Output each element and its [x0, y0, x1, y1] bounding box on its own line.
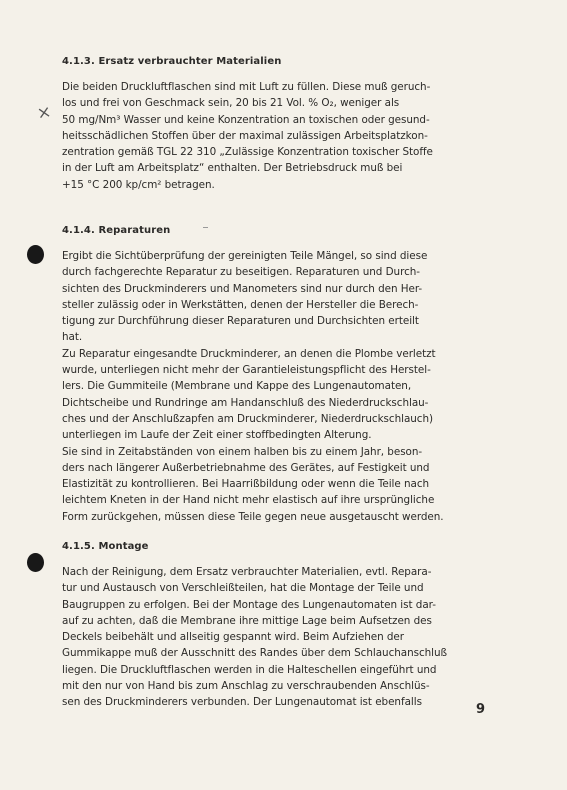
text-line: ches und der Anschlußzapfen am Druckminderer, Niederdruckschlauch) [62, 412, 434, 425]
text-line: mit den nur von Hand bis zum Anschlag zu verschraubenden Anschlüs- [62, 680, 430, 693]
section-heading: 4.1.3. Ersatz verbrauchter Materialien [62, 56, 282, 67]
text-line: leichtem Kneten in der Hand nicht mehr elastisch auf ihre ursprüngliche [62, 494, 435, 507]
text-line: ders nach längerer Außerbetriebnahme des Gerätes, auf Festigkeit und [62, 461, 430, 474]
text-line: wurde, unterliegen nicht mehr der Garantieleistungspflicht des Herstel- [62, 364, 431, 377]
text-line: Form zurückgehen, müssen diese Teile gegen neue ausgetauscht werden. [62, 510, 444, 523]
text-line: in der Luft am Arbeitsplatz“ enthalten. Der Betriebsdruck muß bei [62, 162, 403, 175]
text-line: lers. Die Gummiteile (Membrane und Kappe des Lungenautomaten, [62, 380, 412, 393]
text-line: los und frei von Geschmack sein, 20 bis 21 Vol. % O₂, weniger als [62, 97, 400, 110]
text-line: unterliegen im Laufe der Zeit einer stoffbedingten Alterung. [62, 429, 372, 442]
text-line: tigung zur Durchführung dieser Reparaturen und Durchsichten erteilt [62, 315, 419, 328]
text-line: Nach der Reinigung, dem Ersatz verbrauchter Materialien, evtl. Repara- [62, 566, 432, 578]
section-4-1-4 [62, 224, 502, 525]
section-4-1-3 [62, 55, 502, 193]
text-line: zentration gemäß TGL 22 310 „Zulässige Konzentration toxischer Stoffe [62, 146, 433, 159]
text-line: +15 °C 200 kp/cm² betragen. [62, 178, 215, 191]
section-paragraph [62, 248, 502, 525]
text-line: Elastizität zu kontrollieren. Bei Haarrißbildung oder wenn die Teile nach [62, 478, 430, 491]
handwritten-cross-mark: × [35, 101, 53, 125]
section-paragraph [62, 79, 502, 193]
text-line: sichten des Druckminderers und Manometers sind nur durch den Her- [62, 282, 423, 295]
text-line: Zu Reparatur eingesandte Druckminderer, an denen die Plombe verletzt [62, 347, 436, 360]
text-line: liegen. Die Druckluftflaschen werden in die Halteschellen eingeführt und [62, 663, 437, 676]
text-line: durch fachgerechte Reparatur zu beseitigen. Reparaturen und Durch- [62, 266, 420, 279]
section-paragraph [62, 564, 502, 711]
text-line: Sie sind in Zeitabständen von einem halben bis zu einem Jahr, beson- [62, 445, 423, 458]
text-line: Gummikappe muß der Ausschnitt des Randes über dem Schlauchanschluß [62, 647, 448, 660]
text-line: 50 mg/Nm³ Wasser und keine Konzentration an toxischen oder gesund- [62, 113, 430, 126]
text-line: hat. [62, 331, 83, 344]
text-line: sen des Druckminderers verbunden. Der Lungenautomat ist ebenfalls [62, 696, 422, 709]
punch-hole-top [27, 245, 44, 264]
punch-hole-bottom [27, 553, 44, 572]
section-heading: 4.1.5. Montage [62, 541, 149, 552]
text-line: steller zulässig oder in Werkstätten, denen der Hersteller die Berech- [62, 298, 419, 311]
text-line: Ergibt die Sichtüberprüfung der gereinigten Teile Mängel, so sind diese [62, 250, 428, 262]
text-line: auf zu achten, daß die Membrane ihre mittige Lage beim Aufsetzen des [62, 614, 432, 627]
text-line: Die beiden Druckluftflaschen sind mit Luft zu füllen. Diese muß geruch- [62, 81, 431, 93]
section-heading: 4.1.4. Reparaturen [62, 225, 171, 236]
text-line: Dichtscheibe und Rundringe am Handanschluß des Niederdruckschlau- [62, 396, 429, 409]
page-number: 9 [476, 702, 486, 717]
text-line: tur und Austausch von Verschleißteilen, hat die Montage der Teile und [62, 582, 424, 595]
text-line: Deckels beibehält und allseitig gespannt wird. Beim Aufziehen der [62, 631, 404, 644]
section-4-1-5 [62, 540, 502, 711]
text-line: heitsschädlichen Stoffen über der maximal zulässigen Arbeitsplatzkon- [62, 129, 428, 142]
text-line: Baugruppen zu erfolgen. Bei der Montage des Lungenautomaten ist dar- [62, 598, 436, 611]
